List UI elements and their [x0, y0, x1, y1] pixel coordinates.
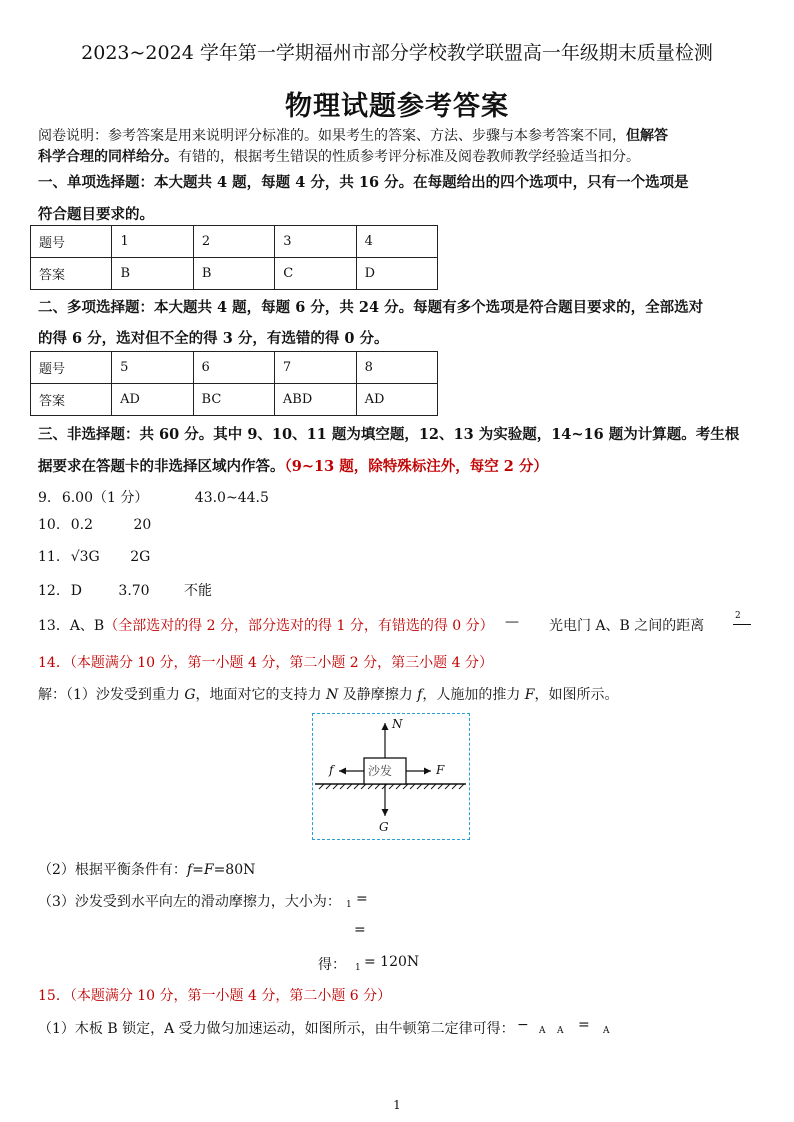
- answer-value: 43.0~44.5: [194, 490, 269, 506]
- question-number: 9.: [38, 490, 52, 506]
- sofa-label: 沙发: [368, 764, 393, 778]
- subscript: 1: [346, 900, 352, 910]
- solution-text: =80N: [213, 862, 256, 878]
- grading-note-text: 阅卷说明：参考答案是用来说明评分标准的。如果考生的答案、方法、步骤与本参考答案不同，: [38, 128, 626, 144]
- table-row: [31, 384, 438, 416]
- table-cell: B: [112, 258, 193, 290]
- solution-text: 及静摩擦力: [338, 687, 418, 703]
- answer-q12: [38, 580, 212, 600]
- q15-part1: （1）木板 B 锁定，A 受力做匀加速运动，如图所示，由牛顿第二定律可得：: [38, 1021, 515, 1037]
- scoring-note: （全部选对的得 2 分，部分选对的得 1 分，有错选的得 0 分）: [104, 618, 494, 634]
- solution-text: 解：（1）沙发受到重力: [38, 687, 185, 703]
- grading-note-line1: [38, 125, 668, 145]
- section1-heading: 一、单项选择题：本大题共 4 题，每题 4 分，共 16 分。在每题给出的四个选项中，只有一个选项是: [38, 174, 689, 191]
- table-cell: 6: [193, 352, 274, 384]
- section1-heading-cont: 符合题目要求的。: [38, 206, 154, 223]
- section2-answer-table: [30, 351, 438, 416]
- answer-q11: [38, 549, 150, 565]
- table-row: [31, 258, 438, 290]
- answer-value: 不能: [184, 583, 213, 599]
- subscript: 1: [355, 963, 361, 973]
- answer-value: 20: [133, 517, 152, 533]
- answer-value: D: [70, 583, 82, 599]
- answer-value: 6.00（1 分）: [61, 490, 149, 506]
- q14-part2: [38, 859, 255, 879]
- table-cell: C: [275, 258, 356, 290]
- answer-value: G: [88, 549, 100, 565]
- table-cell: 4: [356, 226, 437, 258]
- table-row: [31, 226, 438, 258]
- section3-heading-cont: [38, 455, 548, 476]
- table-cell: 答案: [31, 258, 112, 290]
- table-cell: ABD: [274, 384, 356, 416]
- solution-text: （2）根据平衡条件有：: [38, 862, 187, 878]
- label-G: G: [379, 820, 389, 834]
- table-cell: 题号: [31, 352, 112, 384]
- grading-note-line2: [38, 146, 640, 166]
- grading-note-emphasis: 但解答: [626, 128, 668, 144]
- table-cell: 8: [356, 352, 437, 384]
- solution-text: ，如图所示。: [534, 687, 619, 703]
- grading-note-emphasis: 科学合理的同样给分。: [38, 149, 178, 165]
- fraction-numerator: 2: [735, 611, 741, 621]
- answer-q13: [38, 615, 494, 635]
- question-number: 10.: [38, 517, 61, 533]
- question-number: 12.: [38, 583, 61, 599]
- table-cell: B: [193, 258, 274, 290]
- symbol-push-force: F: [524, 687, 535, 703]
- solution-text: ，人施加的推力: [422, 687, 525, 703]
- symbol-gravity: G: [184, 687, 196, 703]
- fraction-bar: [733, 624, 751, 625]
- table-cell: 1: [112, 226, 193, 258]
- equation: f=F: [186, 862, 214, 878]
- answer-value: 光电门 A、B 之间的距离: [549, 618, 705, 634]
- table-row: [31, 352, 438, 384]
- answer-value: 0.2: [70, 517, 93, 533]
- solution-text: 得：: [318, 957, 346, 973]
- table-cell: D: [356, 258, 437, 290]
- subscript: A: [557, 1026, 564, 1036]
- table-cell: BC: [193, 384, 274, 416]
- section3-text: 据要求在答题卡的非选择区域内作答。: [38, 458, 285, 475]
- section3-heading: 三、非选择题：共 60 分。其中 9、10、11 题为填空题，12、13 为实验题，14~16 题为计算题。考生根: [38, 426, 740, 443]
- label-F: F: [436, 763, 445, 777]
- answer-value: 13．A、B: [38, 618, 105, 634]
- answer-q10: [38, 517, 151, 533]
- table-cell: 2: [193, 226, 274, 258]
- exam-title: 2023~2024 学年第一学期福州市部分学校教学联盟高一年级期末质量检测: [81, 42, 713, 64]
- result-value: = 120N: [364, 954, 420, 970]
- equals-sign: =: [578, 1017, 590, 1033]
- answer-value: 3.70: [118, 583, 150, 599]
- q15-header: 15．（本题满分 10 分，第一小题 4 分，第二小题 6 分）: [38, 988, 392, 1004]
- minus-sign: −: [517, 1017, 529, 1033]
- q14-part1: [38, 684, 619, 704]
- page-title: 物理试题参考答案: [285, 91, 509, 122]
- answer-value: 2G: [130, 549, 151, 565]
- equals-sign: =: [356, 891, 368, 907]
- solution-text: ，地面对它的支持力: [195, 687, 326, 703]
- solution-text: （3）沙发受到水平向左的滑动摩擦力，大小为：: [38, 894, 341, 910]
- dash-mark: —: [505, 614, 519, 630]
- sqrt3-expression: √3: [70, 549, 89, 565]
- section2-heading-cont: 的得 6 分，选对但不全的得 3 分，有选错的得 0 分。: [38, 330, 389, 347]
- table-cell: AD: [112, 384, 193, 416]
- force-diagram: [312, 713, 470, 840]
- subscript: A: [539, 1026, 546, 1036]
- q14-part3: [38, 891, 341, 911]
- page-number: 1: [393, 1098, 401, 1112]
- table-cell: 3: [275, 226, 356, 258]
- subscript: A: [603, 1026, 610, 1036]
- table-cell: 题号: [31, 226, 112, 258]
- equals-sign: =: [354, 922, 366, 938]
- label-N: N: [392, 717, 403, 731]
- section1-answer-table: [30, 225, 438, 290]
- answer-q9: [38, 487, 269, 507]
- label-f: f: [329, 763, 334, 777]
- table-cell: 答案: [31, 384, 112, 416]
- table-cell: 7: [274, 352, 356, 384]
- table-cell: AD: [356, 384, 437, 416]
- question-number: 11.: [38, 549, 61, 565]
- symbol-friction: f: [417, 687, 423, 703]
- section3-scoring-note: （9~13 题，除特殊标注外，每空 2 分）: [284, 458, 548, 475]
- table-cell: 5: [112, 352, 193, 384]
- symbol-normal-force: N: [326, 687, 339, 703]
- section2-heading: 二、多项选择题：本大题共 4 题，每题 6 分，共 24 分。每题有多个选项是符合题目要求的，全部选对: [38, 299, 704, 316]
- grading-note-text: 有错的，根据考生错误的性质参考评分标准及阅卷教师教学经验适当扣分。: [178, 149, 640, 165]
- q14-header: 14．（本题满分 10 分，第一小题 4 分，第二小题 2 分，第三小题 4 分）: [38, 655, 493, 671]
